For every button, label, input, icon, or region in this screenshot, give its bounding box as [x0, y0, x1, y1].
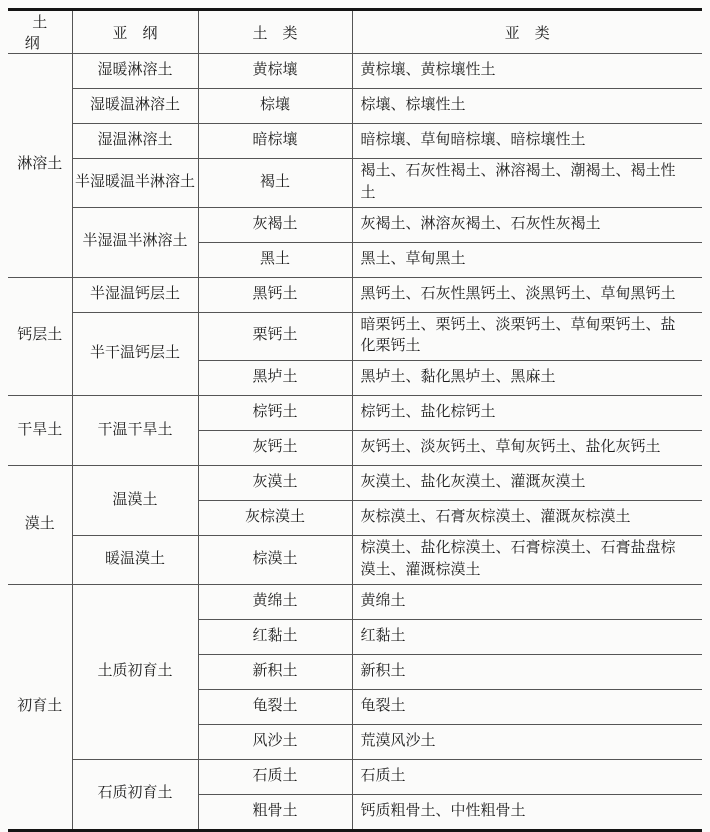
cell-soil-order: 淋溶土 [8, 54, 72, 278]
cell-subtypes: 红黏土 [352, 619, 702, 654]
cell-soil-order: 漠土 [8, 466, 72, 585]
cell-soil-type: 栗钙土 [198, 312, 352, 361]
cell-soil-type: 棕钙土 [198, 396, 352, 431]
cell-subtypes: 黄绵土 [352, 584, 702, 619]
cell-subtypes: 龟裂土 [352, 689, 702, 724]
table-row [8, 466, 702, 501]
table-row [8, 396, 702, 431]
cell-subtypes: 灰漠土、盐化灰漠土、灌溉灰漠土 [352, 466, 702, 501]
cell-soil-type: 黑钙土 [198, 277, 352, 312]
cell-subtypes: 黄棕壤、黄棕壤性土 [352, 54, 702, 89]
header-subtype: 亚类 [352, 10, 702, 54]
cell-soil-type: 粗骨土 [198, 794, 352, 830]
cell-soil-type: 石质土 [198, 759, 352, 794]
cell-soil-type: 棕壤 [198, 89, 352, 124]
cell-subtypes: 棕壤、棕壤性土 [352, 89, 702, 124]
soil-classification-table [8, 8, 702, 832]
cell-soil-type: 黑垆土 [198, 361, 352, 396]
cell-suborder: 干温干旱土 [72, 396, 198, 466]
table-row [8, 159, 702, 208]
cell-subtypes: 褐土、石灰性褐土、淋溶褐土、潮褐土、褐土性土 [352, 159, 702, 208]
cell-subtypes: 灰钙土、淡灰钙土、草甸灰钙土、盐化灰钙土 [352, 431, 702, 466]
table-row [8, 312, 702, 361]
cell-soil-type: 棕漠土 [198, 536, 352, 585]
cell-soil-type: 灰钙土 [198, 431, 352, 466]
cell-suborder: 半湿温钙层土 [72, 277, 198, 312]
cell-soil-type: 龟裂土 [198, 689, 352, 724]
cell-subtypes: 黑土、草甸黑土 [352, 242, 702, 277]
cell-subtypes: 石质土 [352, 759, 702, 794]
table-row [8, 536, 702, 585]
cell-suborder: 石质初育土 [72, 759, 198, 830]
cell-suborder: 半湿温半淋溶土 [72, 207, 198, 277]
table-row [8, 277, 702, 312]
cell-soil-type: 褐土 [198, 159, 352, 208]
cell-subtypes: 荒漠风沙土 [352, 724, 702, 759]
cell-subtypes: 暗棕壤、草甸暗棕壤、暗棕壤性土 [352, 124, 702, 159]
cell-soil-type: 新积土 [198, 654, 352, 689]
cell-subtypes: 钙质粗骨土、中性粗骨土 [352, 794, 702, 830]
table-header [8, 10, 702, 54]
cell-suborder: 土质初育土 [72, 584, 198, 759]
table-row [8, 89, 702, 124]
table-body [8, 54, 702, 831]
cell-suborder: 半湿暖温半淋溶土 [72, 159, 198, 208]
cell-soil-type: 灰褐土 [198, 207, 352, 242]
header-suborder: 亚纲 [72, 10, 198, 54]
table-row [8, 207, 702, 242]
cell-soil-type: 灰漠土 [198, 466, 352, 501]
cell-subtypes: 灰褐土、淋溶灰褐土、石灰性灰褐土 [352, 207, 702, 242]
table-row [8, 54, 702, 89]
cell-soil-order: 干旱土 [8, 396, 72, 466]
cell-soil-type: 黄绵土 [198, 584, 352, 619]
cell-soil-type: 黄棕壤 [198, 54, 352, 89]
cell-soil-type: 暗棕壤 [198, 124, 352, 159]
cell-suborder: 湿温淋溶土 [72, 124, 198, 159]
cell-subtypes: 棕钙土、盐化棕钙土 [352, 396, 702, 431]
cell-soil-type: 灰棕漠土 [198, 501, 352, 536]
cell-soil-type: 风沙土 [198, 724, 352, 759]
cell-subtypes: 新积土 [352, 654, 702, 689]
cell-suborder: 湿暖淋溶土 [72, 54, 198, 89]
cell-subtypes: 暗栗钙土、栗钙土、淡栗钙土、草甸栗钙土、盐化栗钙土 [352, 312, 702, 361]
cell-suborder: 半干温钙层土 [72, 312, 198, 396]
cell-soil-order: 钙层土 [8, 277, 72, 396]
cell-suborder: 湿暖温淋溶土 [72, 89, 198, 124]
header-soil-order: 土纲 [8, 10, 72, 54]
cell-soil-type: 黑土 [198, 242, 352, 277]
header-row [8, 10, 702, 54]
cell-soil-order: 初育土 [8, 584, 72, 830]
cell-subtypes: 灰棕漠土、石膏灰棕漠土、灌溉灰棕漠土 [352, 501, 702, 536]
table-row [8, 124, 702, 159]
header-soil-type: 土类 [198, 10, 352, 54]
cell-soil-type: 红黏土 [198, 619, 352, 654]
cell-suborder: 暖温漠土 [72, 536, 198, 585]
cell-suborder: 温漠土 [72, 466, 198, 536]
table-row [8, 584, 702, 619]
cell-subtypes: 棕漠土、盐化棕漠土、石膏棕漠土、石膏盐盘棕漠土、灌溉棕漠土 [352, 536, 702, 585]
cell-subtypes: 黑垆土、黏化黑垆土、黑麻土 [352, 361, 702, 396]
cell-subtypes: 黑钙土、石灰性黑钙土、淡黑钙土、草甸黑钙土 [352, 277, 702, 312]
